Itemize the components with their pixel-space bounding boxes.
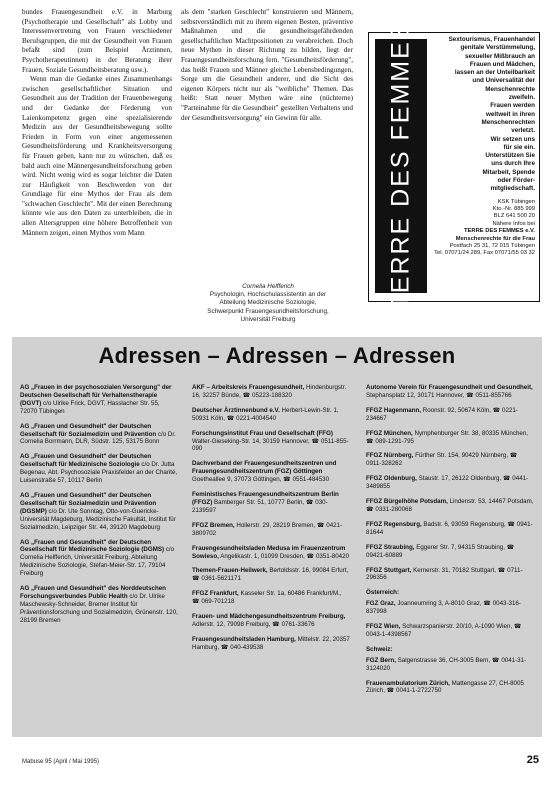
ad-org-line: TERRE DES FEMMES e.V. <box>464 228 535 235</box>
affiliation-line: Abteilung Medizinische Soziologie, <box>219 299 317 307</box>
ad-line: zweifeln. <box>508 94 535 102</box>
tdf-logo <box>375 21 427 311</box>
address-details: Hindenburgstr. 16, 32257 Bünde, ☎ 05223-188320 <box>192 384 347 399</box>
address-name: AKF – Arbeitskreis Frauengesundheit, <box>192 384 305 391</box>
address-details: Nymphenburger Str. 38, 80335 München, ☎ 089-1291-795 <box>366 429 528 445</box>
address-entry <box>366 430 534 446</box>
address-name: Frauen- und Mädchengesundheitszentrum Freiburg, <box>192 613 346 621</box>
address-entry <box>192 613 350 629</box>
ad-org-line: Menschenrechte für die Frau <box>455 235 535 242</box>
ad-line: Wir setzen uns <box>490 135 535 143</box>
address-name: AG „Frauen und Gesundheit" des Norddeutschen Forschungsverbundes Public Health <box>20 585 166 600</box>
address-country-heading: Österreich: <box>366 589 400 597</box>
address-details: Mattengasse 27, CH-8005 Zürich, ☎ 0041-1-2722750 <box>366 679 524 695</box>
article-paragraph: Wenn man die Gedanke eines Zusammenhangs zwischen gesellschaftlicher Situation und Gesundheit aus der Tradition der Frauenbewegung und der Gedanke der Förderung von Laienkompetenz gegen eine spezialisierende Medizin aus der Gesundheitsbewegung sollte Frieden in Form von einer angemessenen Gesundheitsförderung und Krankheitsversorgung für Frauen geben, kann nur zu wünschen, daß es bald auch eine Männergesundheitsforschung geben wird. Nicht wenig wird es sogar leichter die Daten zur Häufigkeit von Beschwerden von der Grundlage für eine Mythos der Frau als dem "schwachen Geschlecht". Mit der einen Berechnung könnte wie aus den Daten zu unterbleiben, die in allen Altersgruppen eine höhere Betroffenheit von Männern zeigen, einen Mythos vom Mann <box>22 75 172 237</box>
address-entry <box>192 384 350 400</box>
address-details: Staustr. 17, 26122 Oldenburg, ☎ 0441-3489855 <box>366 475 529 491</box>
ad-contact-line: Tel. 07071/24 289, Fax 07071/55 03 32 <box>434 250 535 257</box>
address-entry <box>192 407 350 423</box>
address-name: FFGZ Stuttgart, <box>366 566 412 574</box>
author-affiliation <box>188 291 348 324</box>
tdf-logo-text: TERRE DES FEMMES <box>386 21 415 311</box>
address-entry <box>366 567 534 583</box>
address-details: Bertoldsstr. 16, 99084 Erfurt, ☎ 0361-5621171 <box>192 567 349 583</box>
address-entry <box>20 453 178 485</box>
ad-line: Menschenrechte <box>485 85 535 93</box>
ad-line: verletzt. <box>511 127 535 135</box>
ad-bank-line: KSK Tübingen <box>497 198 535 205</box>
address-details: Eggerer Str. 7, 94315 Straubing, ☎ 09421-60889 <box>366 543 515 559</box>
ad-line: für sie ein. <box>503 143 535 151</box>
affiliation-line: Schwerpunkt Frauengesundheitsforschung, <box>207 307 329 315</box>
author-name: Cornelia Helfferich <box>242 283 294 290</box>
address-entry <box>192 636 350 652</box>
ad-line: Sextourismus, Frauenhandel <box>448 36 535 43</box>
address-entry <box>366 475 534 491</box>
address-details: Angelikastr. 1, 01099 Dresden, ☎ 0351-80420 <box>220 552 350 560</box>
address-name: AG „Frauen und Gesundheit" der Deutschen Gesellschaft für Sozialmedizin und Prävention (DGSMP) <box>20 491 157 515</box>
ad-line: Menschenrechten <box>481 118 535 126</box>
article-paragraph: als dem "starken Geschlecht" konstruieren und Männern, selbstverständlich mit zu ihrem eigenen Besten, präventive Maßnahmen und die gesundheitsgefährdenden gesellschaftlichen Machtpositionen zu verabreichen. Doch neue Mythen in dieser Richtung zu bilden, liegt der Frauengesundheitsforschung fern. "Gesundheitsförderung", das heißt Frauen und Männer gleiche Lebensbedingungen, Sorge um die Gesundheit anderer, und die Sicht des eigenen Körpers nicht nur als "weibliche" Themen. Das heißt: Statt neuer Mythen wäre eine (nüchterne) "Parteinahme für die Gesundheit" gestellten Verhaltens und der Gesundheitsversorgung" ein Gewinn für alle. <box>181 8 353 122</box>
article-paragraph: bundes Frauengesundheit e.V. in Marburg (Psychotherapie und Gesellschaft" als Lobby und Interessenvertretung von Frauen verschiedener Berufsgruppen, die mit der Gesundheit von Frauen befaßt sind (zum Beispiel Ärztinnen, Psychotherapeutinnen) in der Beratung ihrer Frauen, Soziale Gesundheitsberatung usw.). <box>22 8 172 74</box>
address-details: Herbert-Lewin-Str. 1, 50931 Köln, ☎ 0221-4004540 <box>192 406 339 422</box>
address-details: Hollerstr. 29, 28219 Bremen, ☎ 0421-3809702 <box>192 521 343 537</box>
ad-line: und Universalität der <box>472 77 535 85</box>
address-entry <box>20 423 178 447</box>
addresses-column-3 <box>366 384 534 702</box>
address-name: FFGZ Wien, <box>366 623 401 631</box>
address-name: Forschungsinstitut Frau und Gesellschaft (FFG) <box>192 429 333 437</box>
ad-bank-line: BLZ 641 500 20 <box>493 213 535 220</box>
address-entry <box>20 384 178 416</box>
ad-line: Mitarbeit, Spende <box>482 168 535 176</box>
address-details: Roonstr. 92, 50674 Köln, ☎ 0221-234667 <box>366 406 518 422</box>
address-details: Lindenstr. 53, 14467 Potsdam, ☎ 0331-280068 <box>366 498 534 513</box>
ad-line: oder Förder- <box>497 177 535 185</box>
ad-contact-block <box>431 199 535 258</box>
address-name: FFGZ Hagenmann, <box>366 406 422 414</box>
address-details: Kasseler Str. 1a, 60486 Frankfurt/M., ☎ 069-701218 <box>192 590 342 606</box>
affiliation-line: Psychologin, Hochschulassistentin an der <box>209 291 327 299</box>
address-name: FFGZ Straubing, <box>366 543 415 551</box>
address-name: FFGZ Bürgelhöhe Potsdam, <box>366 498 448 506</box>
address-name: FFGZ Frankfurt, <box>192 590 239 598</box>
page-footer <box>22 756 539 766</box>
address-name: FFGZ Nürnberg, <box>366 452 414 460</box>
article-column-1 <box>22 8 172 238</box>
address-name: AG „Frauen und Gesundheit" der Deutschen Gesellschaft für Medizinische Soziologie (DGMS) <box>20 538 165 554</box>
address-entry <box>366 452 534 468</box>
addresses-column-2 <box>192 384 350 659</box>
address-name: FFGZ Regensburg, <box>366 520 422 528</box>
addresses-title: Adressen – Adressen – Adressen <box>98 343 456 368</box>
ad-line: Unterstützen Sie <box>485 152 535 160</box>
address-entry <box>192 545 350 561</box>
address-name: AG „Frauen und Gesundheit" der Deutschen Gesellschaft für Sozialmedizin und Prävention <box>20 422 157 438</box>
page-number: 25 <box>526 754 539 766</box>
address-entry <box>366 623 534 639</box>
address-details: Goetheallee 9, 37073 Göttingen, ☎ 0551-484530 <box>192 476 330 484</box>
address-name: AG „Frauen in der psychosozialen Versorgung" der Deutschen Gesellschaft für Verhaltenstherapie (DGVT) <box>20 384 172 407</box>
ad-line: sexueller Mißbrauch an <box>465 52 535 60</box>
address-name: FFGZ München, <box>366 429 413 437</box>
address-name: FFGZ Oldenburg, <box>366 475 417 483</box>
address-country-heading: Schweiz: <box>366 645 393 653</box>
address-name: Themen-Frauen-Heilwerk, <box>192 567 268 575</box>
address-entry <box>192 522 350 538</box>
ad-line: uns durch Ihre <box>491 160 535 168</box>
address-entry <box>192 590 350 606</box>
address-details: c/o Dr. Ute Sonntag, Otto-von-Guericke-Universität Magdeburg, Medizinische Fakultät, Institut für Sozialmedizin, Leipziger Str. 44, 39120 Magdeburg <box>20 507 176 531</box>
author-signature <box>188 283 348 324</box>
address-details: Schwarzspanierstr. 20/10, A-1090 Wien, ☎ 0043-1-4398567 <box>366 623 522 638</box>
ad-line: lassen an der Unteilbarkeit <box>454 69 535 77</box>
footer-source: Mabuse 95 (April / Mai 1995) <box>22 759 100 765</box>
address-details: Walter-Gieseking-Str. 14, 30159 Hannover, ☎ 0511-855-090 <box>192 437 349 453</box>
address-details: Mittelstr. 22, 20357 Hamburg, ☎ 040-439538 <box>192 635 350 651</box>
address-name: FFGZ Bremen, <box>192 521 235 529</box>
address-entry <box>366 521 534 537</box>
article-column-2 <box>181 8 353 123</box>
address-details: c/o Ulrike Frick, DGVT, Hasslacher Str. 55, 72070 Tübingen <box>20 399 160 415</box>
address-entry <box>366 384 534 400</box>
address-name: Autonome Verein für Frauengesundheit und Gesundheit, <box>366 384 533 391</box>
address-details: Adlerstr. 12, 79098 Freiburg, ☎ 0761-33676 <box>192 620 315 628</box>
address-entry <box>366 680 534 696</box>
affiliation-line: Universität Freiburg <box>240 315 296 323</box>
address-entry <box>192 460 350 484</box>
address-details: Badstr. 6, 93059 Regensburg, ☎ 0941-81644 <box>366 520 533 536</box>
ad-contact-line: Postfach 25 31, 72 015 Tübingen <box>449 243 535 250</box>
address-name: Frauengesundheitsladen Hamburg, <box>192 635 296 643</box>
terre-des-femmes-ad <box>368 21 540 311</box>
ad-bank-line: Nähere Infos bei <box>492 220 535 227</box>
address-name: Frauenambulatorium Zürich, <box>366 679 450 687</box>
address-name: Frauengesundheitsladen Medusa im Frauenzentrum Sowieso, <box>192 544 346 560</box>
ad-bank-line: Kto.-Nr. 885 999 <box>492 206 535 213</box>
address-name: Deutscher Ärztinnenbund e.V. <box>192 406 280 414</box>
ad-line: mitgliedschaft. <box>490 185 535 193</box>
address-name: Dachverband der Frauengesundheitszentren und Frauengesundheitszentrum (FGZ) Göttingen <box>192 460 337 476</box>
address-entry <box>20 492 178 532</box>
ad-line: Frauen werden <box>490 102 535 110</box>
address-details: c/o Dr. Ulrike Maschewsky-Schneider, Bremer Institut für Präventionsforschung und Sozialmedizin, Grünenstr. 120, 28199 Bremen <box>20 592 178 624</box>
address-details: Joanneumring 3, A-8010 Graz, ☎ 0043-316-837998 <box>366 600 521 616</box>
address-entry <box>366 498 534 514</box>
address-name: Feministisches Frauengesundheitszentrum Berlin (FFGZ) <box>192 491 339 506</box>
address-details: Fürther Str. 154, 90429 Nürnberg, ☎ 0911-328262 <box>366 452 518 468</box>
address-entry <box>366 544 534 560</box>
address-name: FGZ Graz, <box>366 600 396 608</box>
address-name: FGZ Bern, <box>366 656 396 664</box>
addresses-box <box>12 337 542 737</box>
addresses-column-1 <box>20 384 178 632</box>
address-entry <box>366 657 534 673</box>
address-entry <box>366 407 534 423</box>
address-details: Kernerstr. 31, 70182 Stuttgart, ☎ 0711-296356 <box>366 566 523 582</box>
address-entry <box>366 600 534 616</box>
address-details: c/o Dr. Jutta Begenau, Abt. Psychosoziale Praxisfelder an der Charité, Luisenstraße 57, 10117 Berlin <box>20 461 178 485</box>
address-details: Salgenstrasse 36, CH-3005 Bern, ☎ 0041-31-3124020 <box>366 656 527 672</box>
address-entry <box>20 585 178 625</box>
ad-line: Frauen und Mädchen, <box>469 60 535 68</box>
address-name: AG „Frauen und Gesundheit" der Deutschen Gesellschaft für Medizinische Soziologie <box>20 453 152 469</box>
ad-line: weltweit in ihren <box>486 110 535 118</box>
address-details: c/o Dr. Cornelia Borrmann, DLR, Südstr. 125, 53175 Bonn <box>20 430 176 446</box>
ad-text <box>431 36 535 258</box>
address-details: Bamberger Str. 51, 10777 Berlin, ☎ 030-2139597 <box>192 498 328 514</box>
address-entry <box>192 567 350 583</box>
address-entry <box>192 491 350 515</box>
address-entry <box>192 430 350 454</box>
address-details: Stephansplatz 12, 30171 Hannover, ☎ 0511-855766 <box>366 391 512 399</box>
address-details: c/o Cornelia Helfferich, Universität Freiburg, Abteilung Medizinische Soziologie, Stefan-Meier-Str. 17, 79104 Freiburg <box>20 546 175 578</box>
address-entry <box>20 539 178 579</box>
ad-line: genitale Verstümmelung, <box>460 44 535 52</box>
